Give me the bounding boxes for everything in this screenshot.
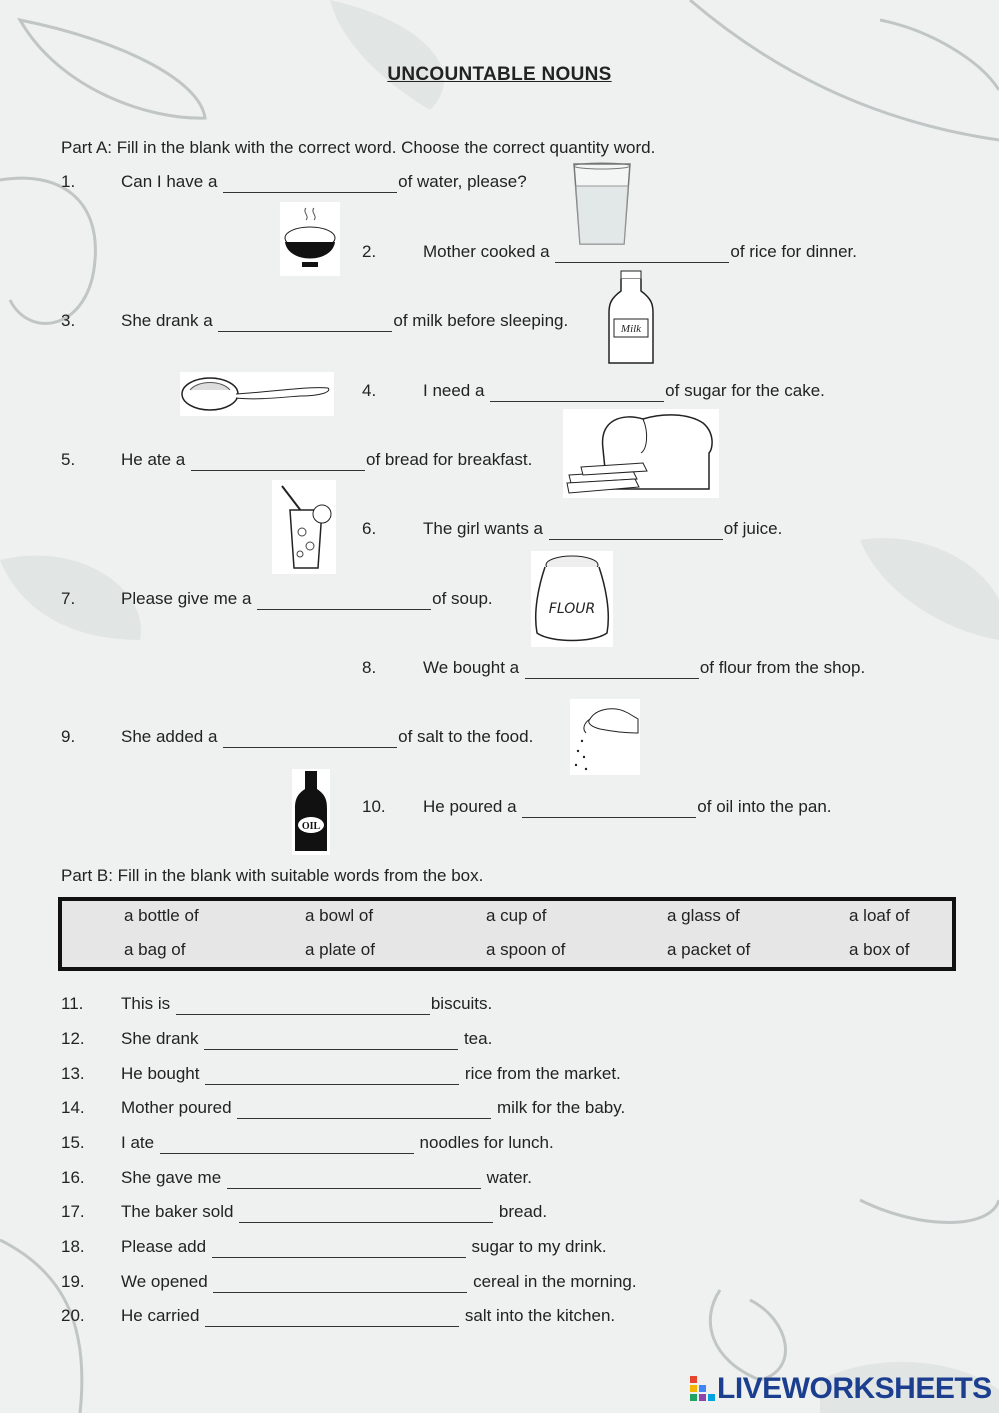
svg-text:FLOUR: FLOUR [548, 601, 596, 617]
bowl-of-rice-icon [280, 202, 340, 276]
word-box [58, 897, 956, 971]
answer-input-12[interactable] [204, 1031, 458, 1050]
question-number: 11. [61, 994, 84, 1013]
question-text-after: of rice for dinner. [730, 242, 857, 261]
question-text-after: of salt to the food. [398, 727, 534, 746]
question-number: 14. [61, 1098, 85, 1117]
word-option: a plate of [305, 940, 375, 959]
question-text-before: The baker sold [121, 1202, 239, 1221]
question-text-after: bread. [494, 1202, 548, 1221]
question-number: 6. [362, 519, 377, 538]
question-text-after: cereal in the morning. [468, 1272, 637, 1291]
word-option: a cup of [486, 906, 547, 925]
question-text-after: biscuits. [430, 994, 493, 1013]
question-text-before: She added a [121, 727, 223, 746]
answer-input-20[interactable] [205, 1308, 459, 1327]
answer-input-18[interactable] [212, 1239, 466, 1258]
question-text-before: He ate a [121, 450, 190, 469]
part-a-instruction: Part A: Fill in the blank with the correct word. Choose the correct quantity word. [61, 138, 656, 157]
glass-of-juice-icon [272, 480, 336, 574]
answer-input-4[interactable] [490, 383, 664, 402]
answer-input-17[interactable] [239, 1204, 493, 1223]
answer-input-11[interactable] [176, 996, 430, 1015]
question-text-before: She drank [121, 1029, 204, 1048]
word-option: a glass of [667, 906, 740, 925]
question-text-before: He poured a [423, 797, 522, 816]
liveworksheets-logo-text: LIVEWORKSHEETS [717, 1372, 992, 1405]
answer-input-19[interactable] [213, 1274, 467, 1293]
question-text-after: milk for the baby. [492, 1098, 626, 1117]
question-text-before: He bought [121, 1064, 205, 1083]
question-number: 20. [61, 1306, 85, 1325]
question-number: 15. [61, 1133, 85, 1152]
part-b-instruction: Part B: Fill in the blank with suitable words from the box. [61, 866, 484, 885]
question-number: 16. [61, 1168, 85, 1187]
question-number: 13. [61, 1064, 85, 1083]
question-text-before: Mother cooked a [423, 242, 555, 261]
word-option: a box of [849, 940, 910, 959]
question-number: 3. [61, 311, 76, 330]
question-number: 19. [61, 1272, 85, 1291]
question-number: 8. [362, 658, 377, 677]
question-text-before: We bought a [423, 658, 524, 677]
question-text-before: She gave me [121, 1168, 226, 1187]
flour-bag-icon [531, 551, 613, 647]
pinch-of-salt-icon [570, 699, 640, 775]
question-text-after: of milk before sleeping. [393, 311, 569, 330]
question-number: 9. [61, 727, 76, 746]
loaf-of-bread-icon [563, 409, 719, 498]
answer-input-16[interactable] [227, 1170, 481, 1189]
question-text-before: He carried [121, 1306, 205, 1325]
question-number: 7. [61, 589, 76, 608]
question-text-after: of bread for breakfast. [366, 450, 533, 469]
question-number: 12. [61, 1029, 85, 1048]
answer-input-9[interactable] [223, 729, 397, 748]
question-number: 17. [61, 1202, 85, 1221]
word-option: a bag of [124, 940, 186, 959]
word-option: a packet of [667, 940, 751, 959]
answer-input-7[interactable] [257, 591, 431, 610]
question-number: 18. [61, 1237, 85, 1256]
question-text-after: of oil into the pan. [697, 797, 832, 816]
question-text-after: rice from the market. [460, 1064, 621, 1083]
question-text-after: of juice. [723, 519, 783, 538]
answer-input-3[interactable] [218, 313, 392, 332]
question-text-after: of flour from the shop. [699, 658, 866, 677]
word-option: a spoon of [486, 940, 566, 959]
question-text-before: I ate [121, 1133, 159, 1152]
question-text-before: Please give me a [121, 589, 257, 608]
liveworksheets-logo-icon [690, 1374, 716, 1406]
svg-text:Milk: Milk [620, 323, 642, 335]
answer-input-15[interactable] [160, 1135, 414, 1154]
question-text-after: water. [481, 1168, 532, 1187]
question-text-before: Please add [121, 1237, 211, 1256]
question-text-before: We opened [121, 1272, 213, 1291]
question-text-after: of water, please? [398, 172, 527, 191]
question-text-before: I need a [423, 381, 490, 400]
question-number: 2. [362, 242, 377, 261]
oil-bottle-icon [292, 769, 330, 855]
answer-input-8[interactable] [525, 660, 699, 679]
svg-text:OIL: OIL [301, 821, 321, 832]
answer-input-5[interactable] [191, 452, 365, 471]
question-number: 1. [61, 172, 76, 191]
question-text-before: This is [121, 994, 175, 1013]
word-option: a bowl of [305, 906, 374, 925]
question-text-after: of soup. [432, 589, 493, 608]
milk-bottle-icon [606, 269, 656, 369]
spoon-of-sugar-icon [180, 372, 334, 416]
word-option: a loaf of [849, 906, 910, 925]
glass-of-water-icon [570, 160, 634, 248]
question-number: 5. [61, 450, 76, 469]
question-number: 10. [362, 797, 386, 816]
question-text-before: She drank a [121, 311, 218, 330]
question-text-after: salt into the kitchen. [460, 1306, 616, 1325]
word-option: a bottle of [124, 906, 199, 925]
answer-input-13[interactable] [205, 1066, 459, 1085]
question-text-after: noodles for lunch. [414, 1133, 554, 1152]
question-number: 4. [362, 381, 377, 400]
answer-input-14[interactable] [237, 1100, 491, 1119]
question-text-after: tea. [459, 1029, 493, 1048]
question-text-after: of sugar for the cake. [665, 381, 825, 400]
question-text-before: Can I have a [121, 172, 223, 191]
answer-input-1[interactable] [223, 174, 397, 193]
answer-input-6[interactable] [549, 521, 723, 540]
question-text-before: The girl wants a [423, 519, 548, 538]
question-text-before: Mother poured [121, 1098, 237, 1117]
page-title: UNCOUNTABLE NOUNS [387, 64, 612, 85]
answer-input-10[interactable] [522, 799, 696, 818]
question-text-after: sugar to my drink. [466, 1237, 607, 1256]
